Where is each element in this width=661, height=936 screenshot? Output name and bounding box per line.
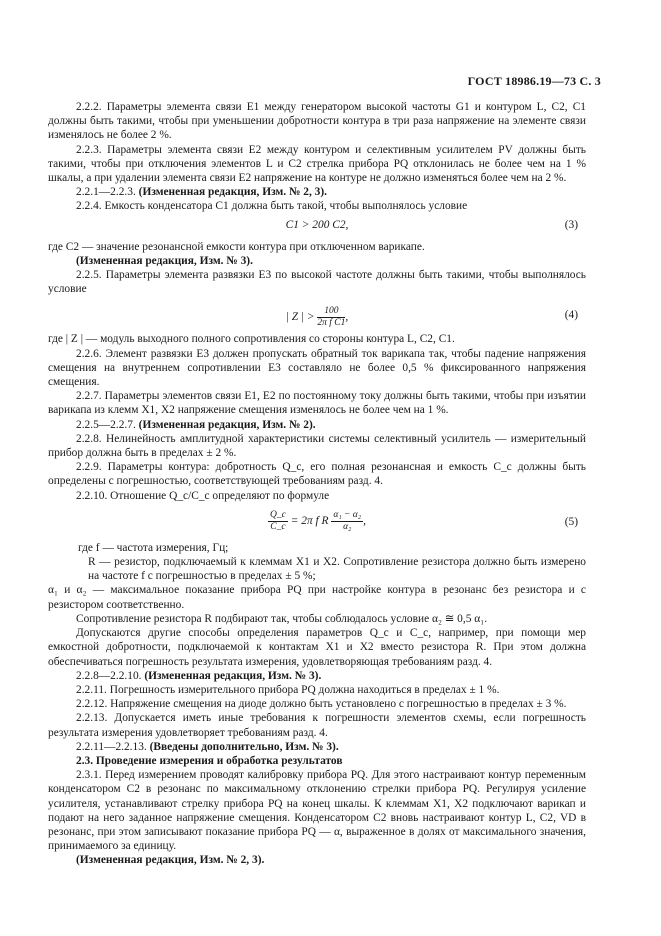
denominator: 2π f C1: [317, 318, 346, 329]
clause-2-2-11: 2.2.11. Погрешность измерительного прибора PQ должна находиться в пределах ± 1 %.: [76, 683, 500, 696]
amendment-note: (Измененная редакция, Изм. № 2, 3).: [76, 854, 265, 867]
clause-2-3-1: 2.3.1. Перед измерением проводят калибровку прибора PQ. Для этого настраивают контур переменным конденсатором C2 в резонанс по максимальному отклонению стрелки прибора PQ. Регулируя усиление усилителя, устанавливают стрелку прибора PQ на конец шкалы. К клеммам X1, X2 подключают варикап и подают на него заданное напряжение смещения. Конденсатором C2 вновь настраивают контур L, C2, VD в резонанс, при этом записывают показание прибора PQ — α, выраженное в долях от максимального значения, принимаемого за единицу.: [48, 769, 586, 853]
clause-ref: 2.2.8—2.2.10.: [76, 669, 142, 682]
definition-f: где f — частота измерения, Гц;: [78, 541, 229, 554]
fraction: [268, 510, 288, 533]
formula-number: (5): [564, 515, 578, 528]
definition-z: где | Z | — модуль выходного полного сопротивления со стороны контура L, C2, C1.: [48, 333, 455, 346]
numerator: 100: [317, 306, 345, 318]
definition-r: R — резистор, подключаемый к клеммам X1 и X2. Сопротивление резистора должно быть измерено на частоте f с погрешностью в пределах ± 5 %;: [88, 556, 586, 583]
formula-number: (3): [564, 218, 578, 231]
formula-middle: = 2π f R: [290, 514, 329, 527]
formula-number: (4): [564, 309, 578, 322]
amendment-note: [48, 740, 586, 754]
clause-ref: 2.2.11—2.2.13.: [76, 740, 147, 753]
amendment-label: (Измененная редакция, Изм. № 3).: [144, 669, 322, 682]
clause-2-2-4: 2.2.4. Емкость конденсатора C1 должна быть такой, чтобы выполнялось условие: [76, 200, 468, 213]
amendment-label: (Введены дополнительно, Изм. № 3).: [149, 740, 339, 753]
clause-2-2-9: 2.2.9. Параметры контура: добротность Q_c, его полная резонансная и емкость C_c должны быть определены с погрешностью, соответствующей требованиям разд. 4.: [48, 461, 586, 488]
formula-expression: C1 > 200 C2,: [285, 218, 349, 231]
amendment-note: [48, 669, 586, 683]
clause-2-2-2: 2.2.2. Параметры элемента связи E1 между генератором высокой частоты G1 и контуром L, C2, C1 должны быть такими, чтобы при уменьшении добротности контура в три раза напряжение на элементе связи изменялось не более 2 %.: [48, 101, 586, 142]
document-body: [48, 100, 586, 868]
clause-2-2-13: 2.2.13. Допускается иметь иные требования к погрешности элементов схемы, если погрешность результата измерения удовлетворяет требованиям разд. 4.: [48, 712, 586, 739]
numerator: α₁ − α₂: [333, 509, 362, 520]
comma: ,: [363, 514, 366, 527]
clause-ref: 2.2.1—2.2.3.: [76, 186, 136, 199]
amendment-note: [48, 185, 586, 199]
definition-c2: где C2 — значение резонансной емкости контура при отключенном варикапе.: [48, 240, 425, 253]
amendment-note: [48, 418, 586, 432]
amendment-label: (Измененная редакция, Изм. № 2).: [138, 418, 316, 431]
clause-2-2-5: 2.2.5. Параметры элемента развязки E3 по высокой частоте должны быть такими, чтобы выполнялось условие: [48, 269, 586, 296]
formula-lhs: | Z | >: [285, 311, 315, 324]
clause-2-2-10: 2.2.10. Отношение Q_c/C_c определяют по формуле: [76, 489, 330, 502]
formula-expression: [48, 306, 586, 329]
fraction: [331, 510, 363, 533]
formula-expression: [48, 510, 586, 533]
clause-2-2-6: 2.2.6. Элемент развязки E3 должен пропускать обратный ток варикапа так, чтобы падение напряжения смещения на внутреннем сопротивлении E3 составляло не более 0,5 % фиксированного напряжения смещения.: [48, 347, 586, 389]
denominator: α₂: [343, 521, 352, 532]
formula-4: [48, 298, 586, 332]
denominator: C_c: [270, 521, 286, 532]
clause-2-2-8: 2.2.8. Нелинейность амплитудной характеристики системы селективный усилитель — измерительный прибор должна быть в пределах ± 2 %.: [48, 432, 586, 460]
fraction: [317, 306, 345, 329]
numerator: Q_c: [270, 509, 286, 520]
clause-2-2-3: 2.2.3. Параметры элемента связи E2 между контуром и селективным усилителем PV должны быть такими, чтобы при отключения элементов L и C2 стрелка прибора PQ отклонилась не более чем на 1 % шкалы, а при удалении элемента связи E2 напряжение на контуре не должно изменяться более чем на 2 %.: [48, 143, 586, 185]
clause-2-2-7: 2.2.7. Параметры элементов связи E1, E2 по постоянному току должны быть такими, чтобы при изъятии варикапа из клемм X1, X2 напряжение смещения изменялось не более чем на 1 %.: [48, 390, 586, 417]
section-heading-2-3: 2.3. Проведение измерения и обработка результатов: [76, 754, 343, 767]
amendment-note: (Измененная редакция, Изм. № 3).: [76, 254, 253, 267]
alternative-methods: Допускаются другие способы определения параметров Q_c и C_c, например, при помощи мер емкостной добротности, подключаемой к контактам X1 и X2 вместо резистора R. При этом должна обеспечиваться погрешность результата измерения, удовлетворяющая требованиям разд. 4.: [48, 627, 586, 668]
formula-5: [48, 505, 586, 541]
clause-2-2-12: 2.2.12. Напряжение смещения на диоде должно быть установлено с погрешностью в пределах ± 3 %.: [76, 698, 567, 711]
amendment-label: (Измененная редакция, Изм. № 2, 3).: [138, 186, 328, 199]
formula-3: [48, 218, 586, 240]
clause-ref: 2.2.5—2.2.7.: [76, 418, 136, 431]
page-header: ГОСТ 18986.19—73 С. 3: [467, 74, 601, 88]
resistor-condition: Сопротивление резистора R подбирают так, чтобы соблюдалось условие α₂ ≅ 0,5 α₁.: [76, 612, 488, 625]
definition-alpha: α₁ и α₂ — максимальное показание прибора PQ при настройке контура в резонанс без резистора и с резистором соответственно.: [48, 584, 586, 611]
comma: ,: [345, 311, 349, 324]
